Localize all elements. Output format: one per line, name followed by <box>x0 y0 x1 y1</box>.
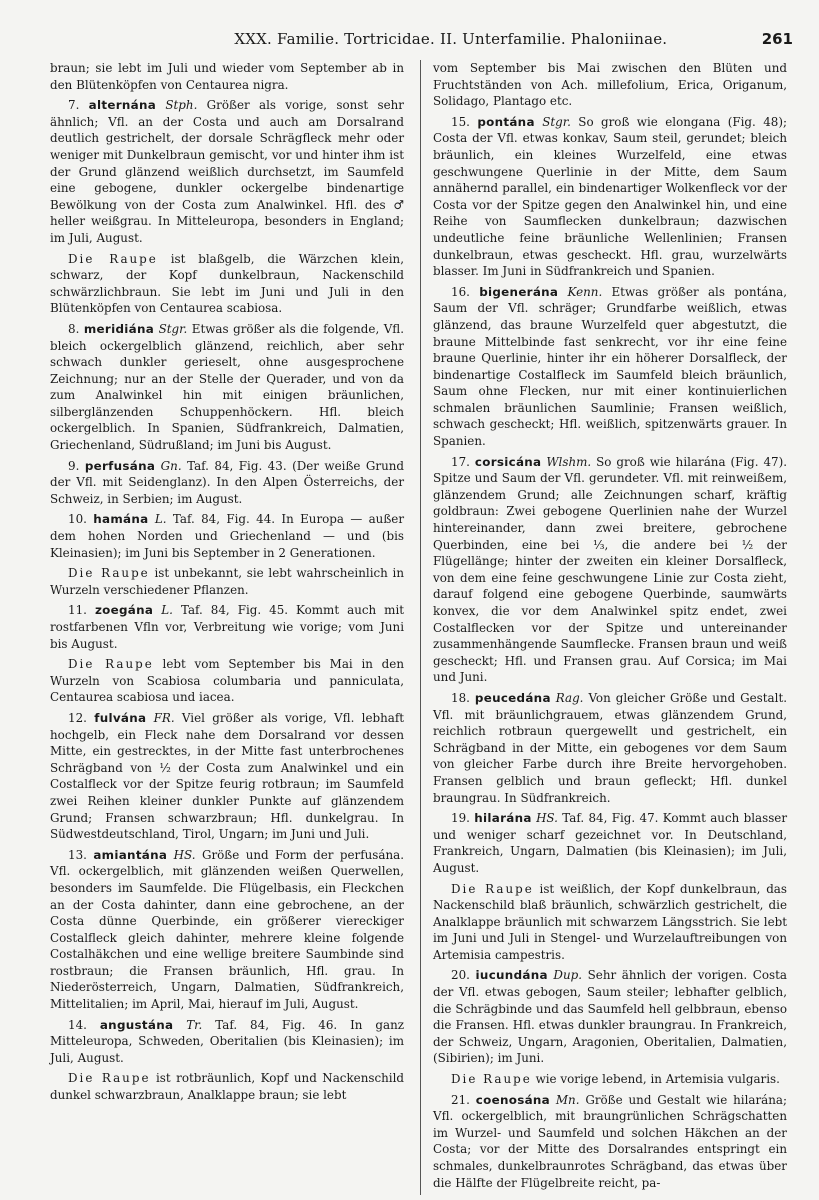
species-author: Tr. <box>186 1017 203 1032</box>
species-author: HS. <box>173 847 196 862</box>
species-name: perfusána <box>84 458 156 473</box>
entry-number: 8. <box>68 321 80 336</box>
species-entry <box>433 967 787 1067</box>
entry-number: 16. <box>451 284 470 299</box>
larva-lead: Die Raupe <box>451 1072 532 1087</box>
larva-paragraph <box>50 1070 404 1103</box>
larva-paragraph <box>433 1071 787 1088</box>
species-entry <box>50 97 404 246</box>
entry-description: Taf. 84, Fig. 45. Kommt auch mit rostfarbenen Vfln vor, Verbreitung wie vorige; vom Juni bis August. <box>50 603 405 651</box>
entry-number: 10. <box>68 512 87 527</box>
species-name: iucundána <box>475 968 548 983</box>
entry-description: Sehr ähnlich der vorigen. Costa der Vfl. etwas gebogen, Saum steiler; lebhafter gelblich, die Schrägbinde und das Saumfeld hell gelbbraun, ebenso die Fransen. Hfl. etwas dunkler braungrau. In Frankreich, der Schweiz, Ungarn, Aragonien, Oberitalien, Dalmatien, (Sibirien); im Juni. <box>433 968 787 1066</box>
larva-paragraph <box>50 656 404 706</box>
entry-number: 15. <box>451 114 470 129</box>
entry-description: Größer als vorige, sonst sehr ähnlich; Vfl. an der Costa und auch am Dorsalrand deutlich gestrichelt, der dorsale Schrägfleck mehr oder weniger mit Dunkelbraun gemischt, vor und hinter ihm ist der Grund glänzend weißlich durchsetzt, im Saumfeld eine gebogene, dunkler ockergelbe bindenartige Bewölkung von der Costa zum Analwinkel. Hfl. des ♂ heller weißgrau. In Mitteleuropa, besonders in England; im Juli, August. <box>50 98 404 245</box>
larva-lead: Die Raupe <box>68 1071 151 1086</box>
species-entry <box>50 847 404 1013</box>
larva-text: ist rotbräunlich, Kopf und Nackenschild dunkel schwarzbraun, Analklappe braun; sie lebt <box>50 1071 404 1103</box>
larva-lead: Die Raupe <box>68 251 158 266</box>
entry-number: 13. <box>68 847 87 862</box>
entry-number: 21. <box>451 1092 470 1107</box>
species-author: Dup. <box>553 968 583 983</box>
species-entry <box>433 690 787 806</box>
entry-description: Taf. 84, Fig. 46. In ganz Mitteleuropa, Schweden, Oberitalien (bis Kleinasien); im Juli, August. <box>50 1017 405 1065</box>
larva-lead: Die Raupe <box>68 657 154 672</box>
entry-number: 12. <box>68 710 87 725</box>
species-name: amiantána <box>93 847 168 862</box>
species-name: pontána <box>477 114 535 129</box>
entry-description: So groß wie hilarána (Fig. 47). Spitze und Saum der Vfl. gerundeter. Vfl. mit reinweißem, glänzendem Grund; alle Zeichnungen scharf, kräftig goldbraun: Zwei gebogene Querlinien nahe der Wurzel hintereinander, dann zwei breitere, gebrochene Querbinden, eine bei ⅓, die andere bei ½ der Flügellänge; hinter der zweiten ein kleiner Dorsalfleck, von dem eine feine geschwungene Linie zur Costa zieht, darauf folgend eine gebogene Querbinde, saumwärts konvex, die vor dem Analwinkel spitz endet, zwei Costalflecken vor der Spitze und untereinander zusammenhängende Saumflecke. Fransen braun und weiß gescheckt; Hfl. und Fransen grau. Auf Corsica; im Mai und Juni. <box>433 454 788 685</box>
species-author: Rag. <box>555 690 584 705</box>
species-name: peucedána <box>474 690 551 705</box>
species-entry <box>433 114 787 280</box>
page-number: 261 <box>761 30 793 48</box>
larva-paragraph <box>50 565 404 598</box>
species-author: L. <box>154 512 167 527</box>
species-name: zoegána <box>94 603 154 618</box>
larva-lead: Die Raupe <box>451 881 534 896</box>
species-author: HS. <box>536 811 558 826</box>
species-name: meridiána <box>83 321 155 336</box>
species-entry <box>50 321 404 454</box>
species-author: FR. <box>153 710 175 725</box>
entry-description: Größe und Form der perfusána. Vfl. ockergelblich, mit glänzenden weißen Querwellen, besonders im Saumfelde. Die Flügelbasis, ein Fleckchen an der Costa dahinter, dann eine gebrochene, an der Costa dünne Querbinde, ein größerer viereckiger Costalfleck gleich dahinter, mehrere kleine folgende Costalhäkchen und eine wellige breitere Saumbinde sind rostbraun; die Fransen bräunlich, Hfl. grau. In Niederösterreich, Ungarn, Dalmatien, Südfrankreich, Mittelitalien; im April, Mai, hierauf im Juli, August. <box>50 847 405 1012</box>
species-entry <box>50 511 404 561</box>
entry-number: 11. <box>68 603 87 618</box>
larva-text: ist blaßgelb, die Wärzchen klein, schwarz, der Kopf dunkelbraun, Nackenschild schwärzlichbraun. Sie lebt im Juni und Juli in den Blütenköpfen von Centaurea scabiosa. <box>50 251 404 316</box>
larva-text: ist unbekannt, sie lebt wahrscheinlich in Wurzeln verschiedener Pflanzen. <box>50 566 404 597</box>
species-entry <box>433 810 787 876</box>
species-name: fulvána <box>94 710 147 725</box>
larva-paragraph <box>50 251 404 317</box>
text-columns <box>50 60 793 1195</box>
larva-text: ist weißlich, der Kopf dunkelbraun, das Nackenschild blaß bräunlich, schwärzlich gestrichelt, die Analklappe bräunlich mit schwarzem Längsstrich. Sie lebt im Juni und Juli in Stengel- und Wurzelauftreibungen von Artemisia campestris. <box>433 881 787 962</box>
entry-description: Größe und Gestalt wie hilarána; Vfl. ockergelblich, mit braungrünlichen Schrägschatten im Wurzel- und Saumfeld und solchen Häkchen an der Costa; vor der Mitte des Dorsalrandes entspringt ein schmales, dunkelbraunrotes Schrägband, das etwas über die Hälfte der Flügelbreite reicht, pa- <box>433 1092 787 1190</box>
larva-paragraph <box>433 881 787 964</box>
species-name: hilarána <box>474 811 532 826</box>
larva-text: wie vorige lebend, in Artemisia vulgaris. <box>535 1072 780 1087</box>
species-author: Stgr. <box>542 114 571 129</box>
species-author: Kenn. <box>567 284 603 299</box>
species-name: hamána <box>93 512 149 527</box>
species-author: Gn. <box>160 458 182 473</box>
entry-number: 14. <box>68 1017 87 1032</box>
species-entry <box>50 458 404 508</box>
entry-description: Taf. 84, Fig. 47. Kommt auch blasser und weniger scharf gezeichnet vor. In Deutschland, Frankreich, Ungarn, Dalmatien (bis Kleinasien); im Juli, August. <box>433 811 788 875</box>
species-entry <box>433 454 787 686</box>
entry-number: 17. <box>451 454 470 469</box>
larva-text: lebt vom September bis Mai in den Wurzeln von Scabiosa columbaria und panniculata, Centaurea scabiosa und iacea. <box>50 657 404 705</box>
species-author: Mn. <box>555 1092 580 1107</box>
entry-description: So groß wie elongana (Fig. 48); Costa der Vfl. etwas konkav, Saum steil, gerundet; bleich bräunlich, ein kleines Wurzelfeld, eine etwas geschwungene Querlinie in der Mitte, dem Saum annähernd parallel, ein bindenartiger Wolkenfleck vor der Costa vor der Spitze gegen den Analwinkel hin, und eine Reihe von Saumflecken dunkelbraun; dazwischen undeutliche feine bräunliche Wellenlinien; Fransen dunkelbraun, etwas gescheckt. Hfl. grau, wurzelwärts blasser. Im Juni in Südfrankreich und Spanien. <box>433 114 787 279</box>
species-name: bigenerána <box>479 284 559 299</box>
entry-number: 19. <box>451 811 470 826</box>
left-column <box>50 60 404 1195</box>
species-author: Stph. <box>165 98 198 113</box>
entry-number: 9. <box>68 458 80 473</box>
entry-description: Taf. 84, Fig. 44. In Europa — außer dem hohen Norden und Griechenland — und (bis Kleinasien); im Juni bis September in 2 Generationen. <box>50 512 405 560</box>
entry-description: Viel größer als vorige, Vfl. lebhaft hochgelb, ein Fleck nahe dem Dorsalrand vor dessen Mitte, ein gestrecktes, in der Mitte fast unterbrochenes Schrägband von ½ der Costa zum Analwinkel und ein Costalfleck vor der Spitze feurig rotbraun; im Saumfeld zwei Reihen kleiner dunkler Punkte auf glänzendem Grund; Fransen schwarzbraun; Hfl. dunkelgrau. In Südwestdeutschland, Tirol, Ungarn; im Juni und Juli. <box>50 710 405 842</box>
species-name: alternána <box>88 98 157 113</box>
entry-number: 20. <box>451 968 470 983</box>
species-author: Wlshm. <box>546 454 592 469</box>
species-author: Stgr. <box>158 321 188 336</box>
species-name: angustána <box>99 1017 174 1032</box>
species-entry <box>50 710 404 843</box>
species-author: L. <box>161 603 173 618</box>
right-column <box>420 60 787 1195</box>
running-title: XXX. Familie. Tortricidae. II. Unterfamilie. Phaloniinae. <box>234 30 668 48</box>
entry-number: 7. <box>68 98 80 113</box>
continued-text: braun; sie lebt im Juli und wieder vom September ab in den Blütenköpfen von Centaurea nigra. <box>50 61 404 92</box>
species-name: corsicána <box>474 454 542 469</box>
larva-lead: Die Raupe <box>68 566 150 581</box>
entry-description: Taf. 84, Fig. 43. (Der weiße Grund der Vfl. mit Seidenglanz). In den Alpen Österreichs, der Schweiz, in Serbien; im August. <box>50 458 404 506</box>
continued-text: vom September bis Mai zwischen den Blüten und Fruchtständen von Ach. millefolium, Erica, Origanum, Solidago, Plantago etc. <box>433 61 787 109</box>
entry-description: Von gleicher Größe und Gestalt. Vfl. mit bräunlichgrauem, etwas glänzendem Grund, reichlich rotbraun quergewellt und gestrichelt, ein Schrägband in der Mitte, ein gebogenes vor dem Saum von gleicher Farbe durch ihre Breite hervorgehoben. Fransen gelblich und braun gefleckt; Hfl. dunkel braungrau. In Südfrankreich. <box>433 690 788 805</box>
species-entry <box>50 1017 404 1067</box>
species-entry <box>50 602 404 652</box>
entry-description: Etwas größer als die folgende, Vfl. bleich ockergelblich glänzend, reichlich, aber sehr schwach dunkler gerieselt, ohne ausgesprochene Zeichnung; nur an der Stelle der Querader, und von da zum Analwinkel hin mit einigen bräunlichen, silberglänzenden Schuppenhöckern. Hfl. bleich ockergelblich. In Spanien, Südfrankreich, Dalmatien, Griechenland, Südrußland; im Juni bis August. <box>50 321 405 453</box>
entry-description: Etwas größer als pontána, Saum der Vfl. schräger; Grundfarbe weißlich, etwas glänzend, das braune Wurzelfeld quer abgestutzt, die braune Mittelbinde fast senkrecht, vor ihr eine feine braune Querlinie, hinter ihr ein höherer Dorsalfleck, der bindenartige Costalfleck im Saumfeld bleich bräunlich, Saum ohne Flecken, nur mit einer kontinuierlichen schmalen bräunlichen Saumlinie; Fransen weißlich, schwach gescheckt; Hfl. weißlich, spitzenwärts grauer. In Spanien. <box>433 284 788 449</box>
page-header <box>50 30 793 58</box>
entry-number: 18. <box>451 690 470 705</box>
species-entry <box>433 284 787 450</box>
species-entry <box>433 1092 787 1192</box>
species-name: coenosána <box>475 1092 550 1107</box>
